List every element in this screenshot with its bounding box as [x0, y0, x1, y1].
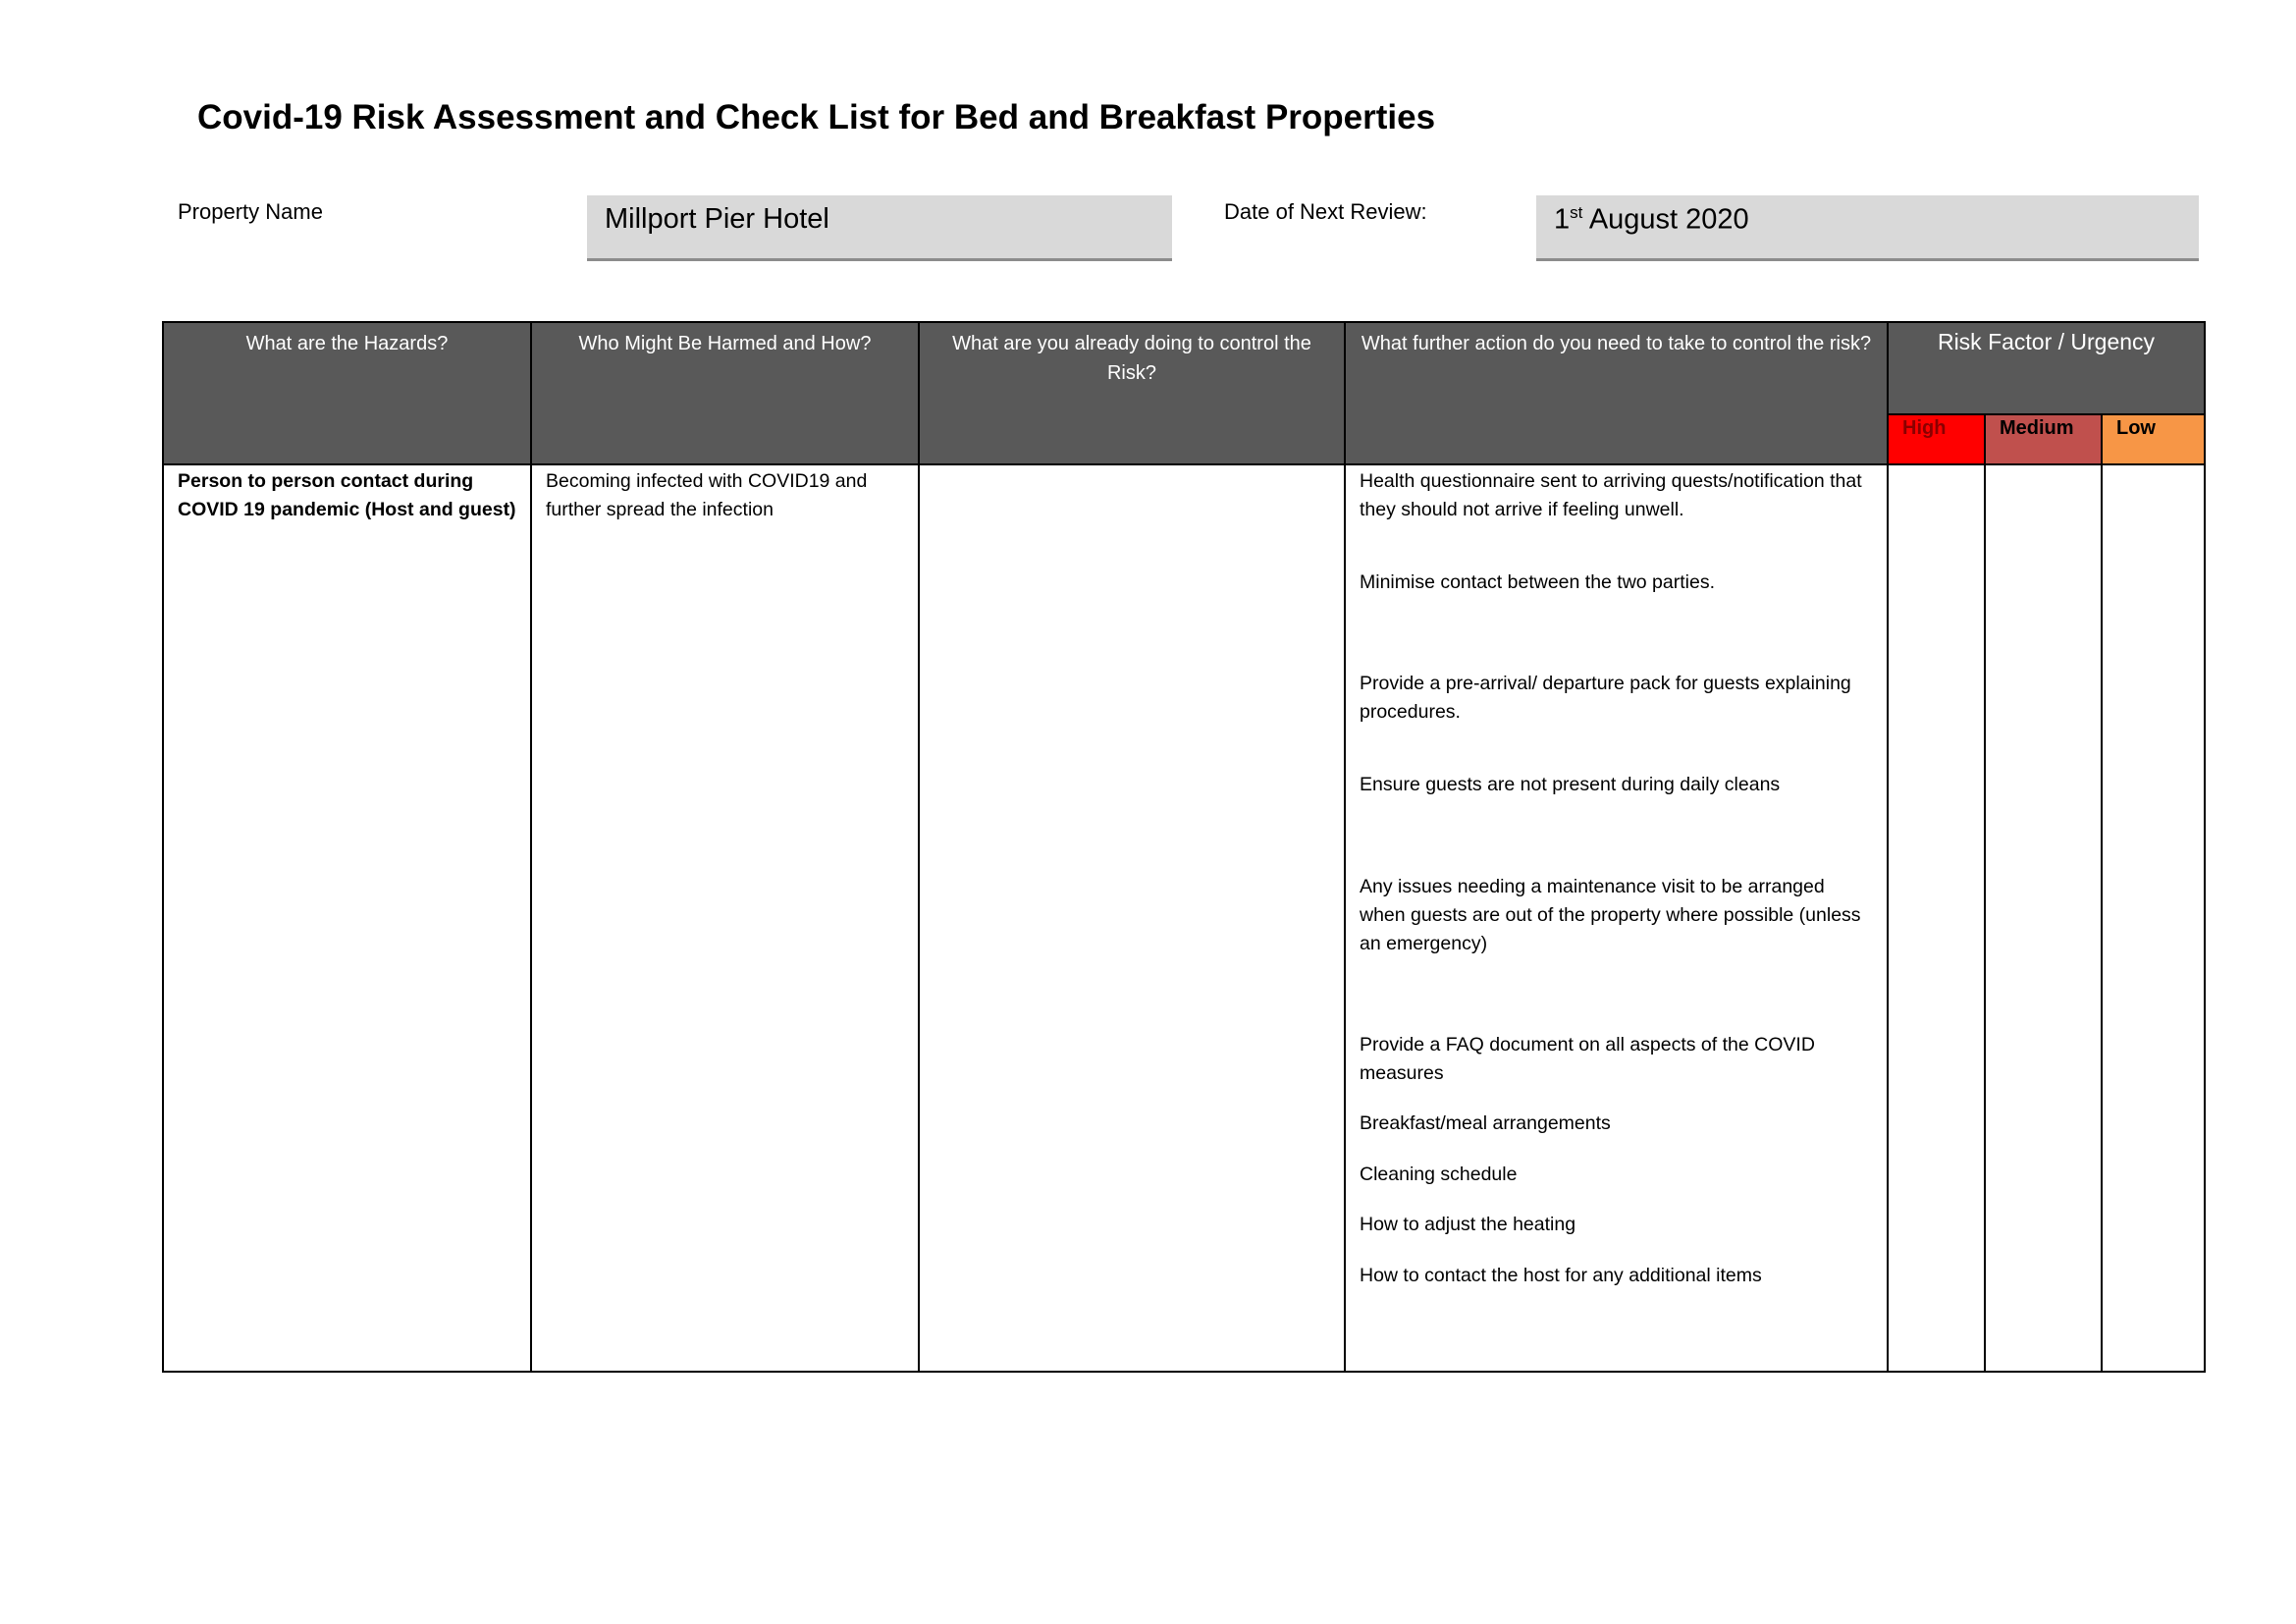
property-name-label: Property Name: [178, 199, 323, 224]
header-risk-low: Low: [2102, 414, 2205, 464]
action-item: Minimise contact between the two parties.: [1360, 571, 1716, 593]
risk-high-cell[interactable]: [1888, 464, 1985, 1372]
page-title: Covid-19 Risk Assessment and Check List for Bed and Breakfast Properties: [197, 98, 1436, 136]
action-item: Provide a FAQ document on all aspects of the COVID measures: [1360, 1034, 1815, 1084]
who-harmed-cell: Becoming infected with COVID19 and further spread the infection: [531, 464, 919, 1372]
header-risk-high: High: [1888, 414, 1985, 464]
header-risk-medium: Medium: [1985, 414, 2102, 464]
action-item: Ensure guests are not present during daily cleans: [1360, 774, 1781, 795]
header-already-doing: What are you already doing to control the Risk?: [919, 322, 1345, 464]
risk-low-cell[interactable]: [2102, 464, 2205, 1372]
action-item: Breakfast/meal arrangements: [1360, 1112, 1611, 1134]
already-doing-cell[interactable]: [919, 464, 1345, 1372]
risk-assessment-table: [162, 321, 2206, 1373]
action-item: Health questionnaire sent to arriving quests/notification that they should not arrive if feeling unwell.: [1360, 470, 1862, 520]
review-date-label: Date of Next Review:: [1224, 199, 1427, 224]
action-item: How to contact the host for any additional items: [1360, 1265, 1762, 1286]
table-row: [163, 464, 2205, 1372]
risk-medium-cell[interactable]: [1985, 464, 2102, 1372]
header-hazards: What are the Hazards?: [163, 322, 531, 464]
action-item: How to adjust the heating: [1360, 1214, 1576, 1235]
property-name-field[interactable]: [587, 195, 1172, 261]
hazard-cell: Person to person contact during COVID 19 pandemic (Host and guest): [163, 464, 531, 1372]
review-date-rest: August 2020: [1582, 203, 1749, 236]
further-action-cell: [1345, 464, 1888, 1372]
action-item: Any issues needing a maintenance visit to be arranged when guests are out of the property where possible (unless an emergency): [1360, 876, 1861, 954]
review-date-day: 1: [1554, 203, 1571, 236]
action-item: Cleaning schedule: [1360, 1164, 1518, 1185]
review-date-suffix: st: [1570, 203, 1583, 222]
header-who-harmed: Who Might Be Harmed and How?: [531, 322, 919, 464]
review-date-field[interactable]: [1536, 195, 2199, 261]
header-further-action: What further action do you need to take to control the risk?: [1345, 322, 1888, 464]
header-risk-factor: Risk Factor / Urgency: [1888, 322, 2205, 414]
action-item: Provide a pre-arrival/ departure pack for guests explaining procedures.: [1360, 673, 1851, 723]
property-name-value: Millport Pier Hotel: [605, 203, 829, 235]
